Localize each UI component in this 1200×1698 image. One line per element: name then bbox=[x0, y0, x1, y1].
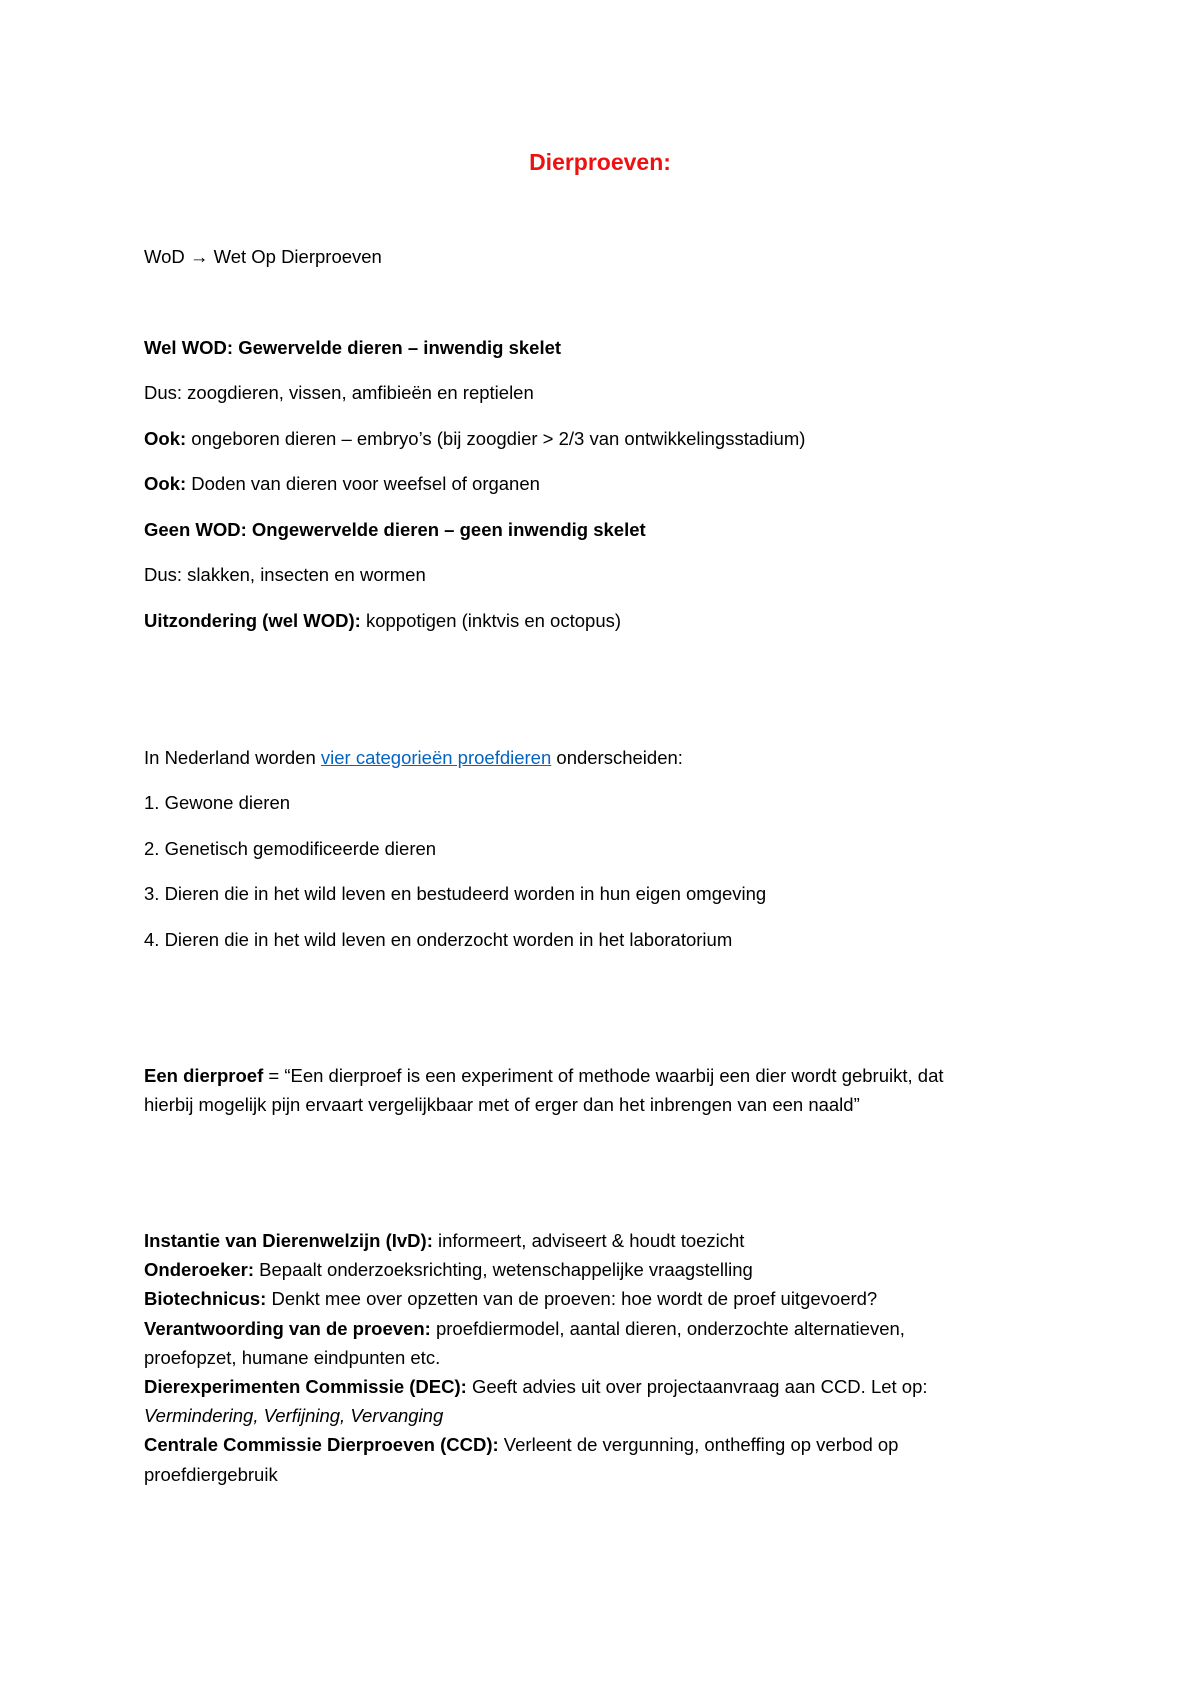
categories-intro: In Nederland worden vier categorieën proefdieren onderscheiden: bbox=[144, 747, 683, 768]
geen-wod-dus-line: Dus: slakken, insecten en wormen bbox=[144, 564, 426, 585]
wel-wod-dus-line: Dus: zoogdieren, vissen, amfibieën en reptielen bbox=[144, 382, 534, 403]
role-biotechnicus: Biotechnicus: Denkt mee over opzetten van de proeven: hoe wordt de proef uitgevoerd? bbox=[144, 1288, 878, 1309]
categories-link[interactable]: vier categorieën proefdieren bbox=[320, 747, 552, 768]
role-ccd-cont: proefdiergebruik bbox=[144, 1464, 278, 1485]
category-item-3: 3. Dieren die in het wild leven en bestudeerd worden in hun eigen omgeving bbox=[144, 883, 767, 904]
page-title: Dierproeven: bbox=[529, 149, 671, 175]
wel-wod-ook1-line: Ook: ongeboren dieren – embryo’s (bij zoogdier > 2/3 van ontwikkelingsstadium) bbox=[144, 428, 806, 449]
role-dec-italic: Vermindering, Verfijning, Vervanging bbox=[144, 1405, 444, 1426]
category-item-1: 1. Gewone dieren bbox=[144, 792, 291, 813]
role-ccd: Centrale Commissie Dierproeven (CCD): Verleent de vergunning, ontheffing op verbod op bbox=[144, 1434, 899, 1455]
category-item-4: 4. Dieren die in het wild leven en onderzocht worden in het laboratorium bbox=[144, 929, 733, 950]
role-dec: Dierexperimenten Commissie (DEC): Geeft advies uit over projectaanvraag aan CCD. Let op: bbox=[144, 1376, 928, 1397]
uitzondering-line: Uitzondering (wel WOD): koppotigen (inktvis en octopus) bbox=[144, 610, 622, 631]
category-item-2: 2. Genetisch gemodificeerde dieren bbox=[144, 838, 437, 859]
geen-wod-heading: Geen WOD: Ongewervelde dieren – geen inwendig skelet bbox=[144, 519, 646, 540]
wel-wod-ook2-line: Ook: Doden van dieren voor weefsel of organen bbox=[144, 473, 540, 494]
role-verantwoording: Verantwoording van de proeven: proefdiermodel, aantal dieren, onderzochte alternatieven, bbox=[144, 1318, 905, 1339]
wel-wod-heading: Wel WOD: Gewervelde dieren – inwendig skelet bbox=[144, 337, 562, 358]
role-verantwoording-cont: proefopzet, humane eindpunten etc. bbox=[144, 1347, 441, 1368]
role-onderzoeker: Onderoeker: Bepaalt onderzoeksrichting, wetenschappelijke vraagstelling bbox=[144, 1259, 753, 1280]
dierproef-definition-line1: Een dierproef = “Een dierproef is een experiment of methode waarbij een dier wordt gebruikt, dat bbox=[144, 1065, 944, 1086]
wod-definition-line bbox=[144, 248, 382, 267]
role-ivd: Instantie van Dierenwelzijn (IvD): informeert, adviseert & houdt toezicht bbox=[144, 1230, 745, 1251]
wod-full-name: Wet Op Dierproeven bbox=[213, 246, 382, 267]
arrow-right-icon: → bbox=[189, 246, 209, 267]
dierproef-definition-line2: hierbij mogelijk pijn ervaart vergelijkbaar met of erger dan het inbrengen van een naald” bbox=[144, 1094, 860, 1115]
wod-abbr: WoD bbox=[144, 246, 185, 267]
